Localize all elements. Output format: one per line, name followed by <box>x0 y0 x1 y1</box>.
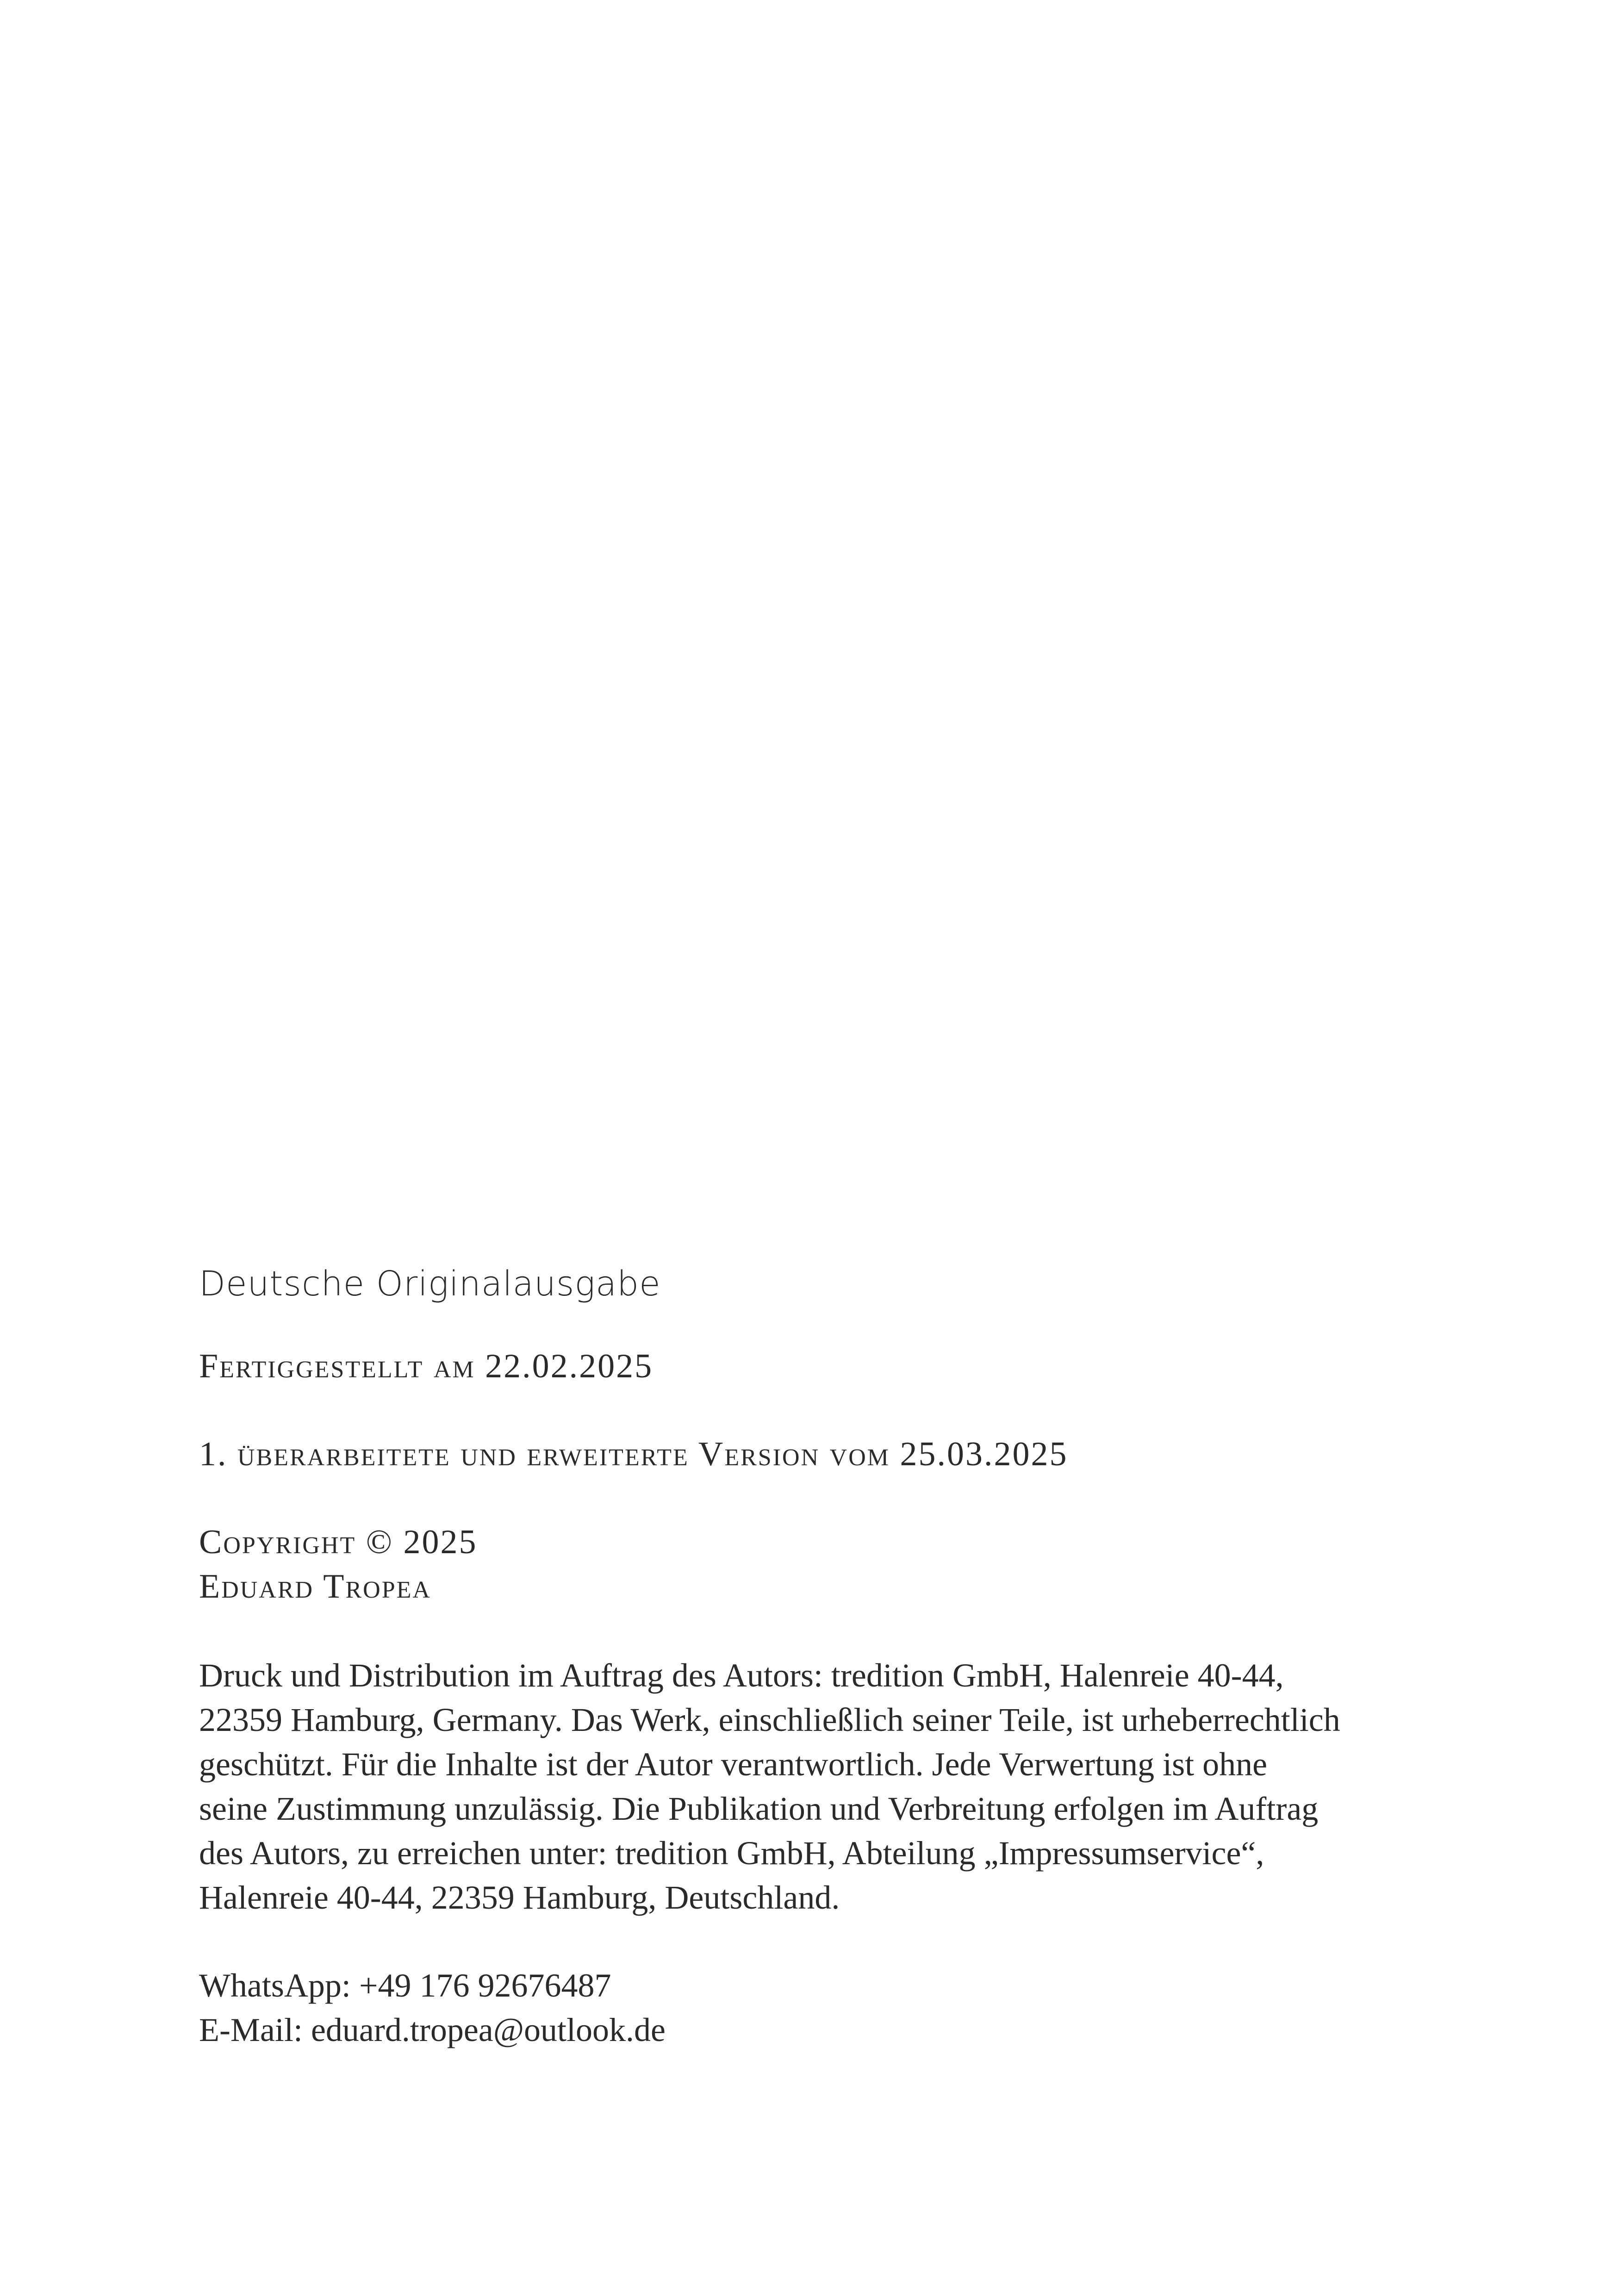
copyright-line: Copyright © 2025 <box>199 1523 478 1561</box>
completion-date-line: Fertiggestellt am 22.02.2025 <box>199 1347 653 1385</box>
legal-notice: Druck und Distribution im Auftrag des Autors: tredition GmbH, Halenreie 40-44, 22359 Hamburg, Germany. Das Werk, einschließlich seiner Teile, ist urheberrechtlich geschützt. Für die Inhalte ist der Autor verantwortlich. Jede Verwertung ist ohne seine Zustimmung unzulässig. Die Publikation und Verbreitung erfolgen im Auftrag des Autors, zu erreichen unter: tredition GmbH, Abteilung „Impressumservice“, Halenreie 40-44, 22359 Hamburg, Deutschland. <box>199 1656 1340 1916</box>
email-contact: E-Mail: eduard.tropea@outlook.de <box>199 2011 666 2048</box>
imprint-block <box>199 1263 1347 2052</box>
whatsapp-contact: WhatsApp: +49 176 92676487 <box>199 1966 611 2004</box>
version-line: 1. überarbeitete und erweiterte Version vom 25.03.2025 <box>199 1435 1068 1473</box>
edition-title: Deutsche Originalausgabe <box>199 1264 661 1304</box>
author-name: Eduard Tropea <box>199 1567 431 1605</box>
